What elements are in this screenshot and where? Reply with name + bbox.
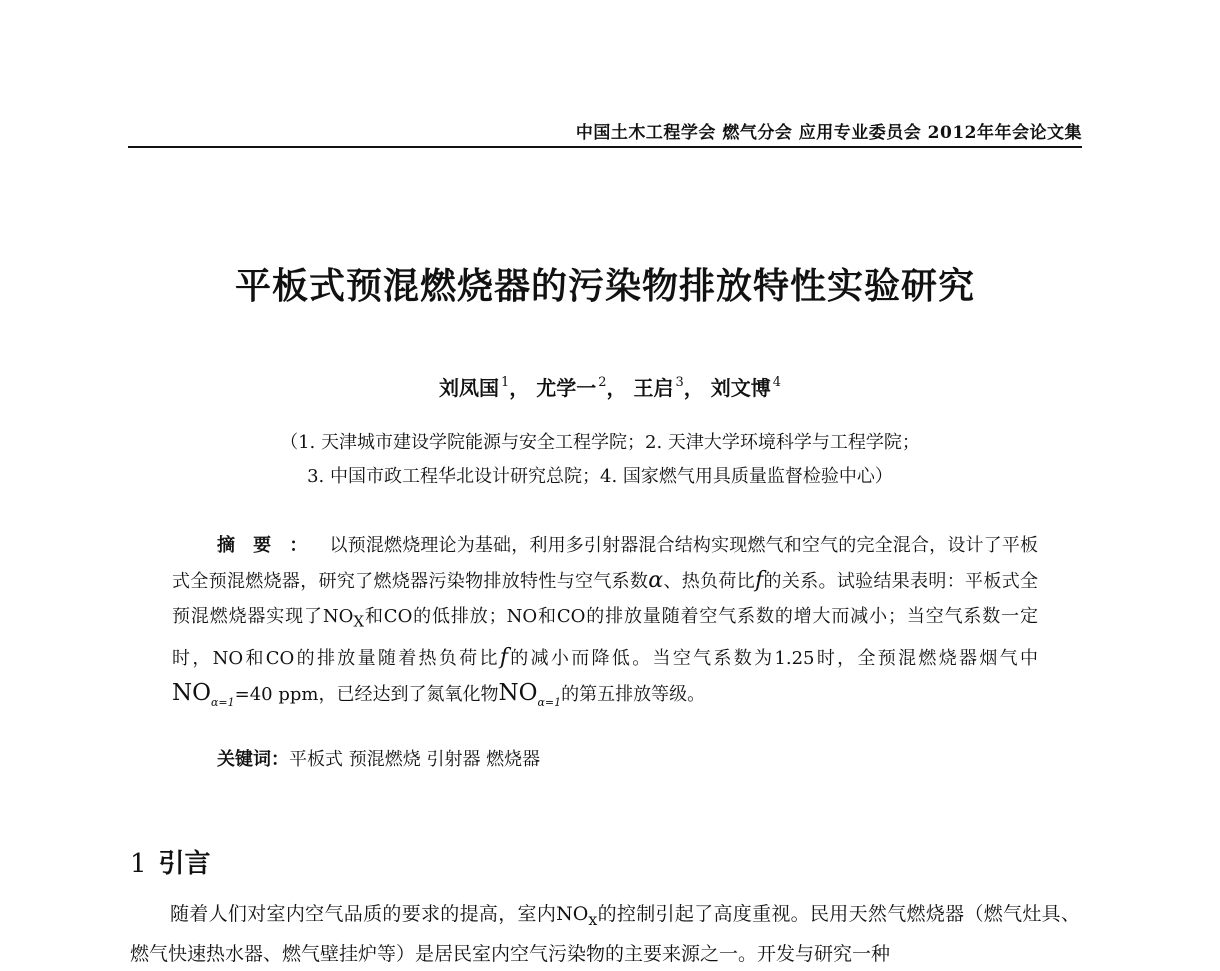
no-subscript: α=1 [210, 695, 235, 709]
body-paragraph [130, 897, 1080, 971]
section-title: 引言 [158, 849, 211, 879]
keywords [217, 745, 540, 771]
paper-title: 平板式预混燃烧器的污染物排放特性实验研究 [234, 265, 975, 307]
section-heading [130, 843, 211, 880]
f-symbol: f [755, 568, 764, 593]
author-affil-number: 4 [772, 375, 782, 390]
author-separator: ， [606, 376, 627, 400]
section-number: 1 [130, 849, 147, 879]
author-affil-number: 2 [598, 375, 607, 390]
nox-subscript: x [588, 909, 598, 929]
keywords-list: 平板式 预混燃烧 引射器 燃烧器 [289, 749, 541, 770]
abstract-text: 的关系。试验结果表明：平板式全预混燃烧器实现了NO [172, 571, 1039, 627]
author-affil-number: 1 [500, 375, 510, 390]
author-name: 刘凤国 [438, 376, 499, 400]
header-rule [128, 146, 1082, 148]
body-text: 随着人们对室内空气品质的要求的提高，室内NO [170, 903, 589, 925]
abstract-text: 以预混燃烧理论为基础，利用多引射器混合结构实现燃气和空气的完全混合，设计了平板式全预混燃烧器，研究了燃烧器污染物排放特性与空气系数 [172, 535, 1038, 592]
abstract [172, 528, 1038, 720]
body-text: 的控制引起了高度重视。民用天然气燃烧器（燃气灶具、燃气快速热水器、燃气壁挂炉等）是居民室内空气污染物的主要来源之一。开发与研究一种 [130, 903, 1080, 965]
abstract-label: 摘要： [217, 535, 326, 556]
abstract-text: 、热负荷比 [663, 571, 756, 592]
keywords-label: 关键词： [217, 749, 289, 770]
affiliation-line-2: 3. 中国市政工程华北设计研究总院；4. 国家燃气用具质量监督检验中心） [307, 466, 893, 487]
no-symbol: NO [498, 679, 538, 706]
no-symbol: NO [172, 679, 211, 706]
abstract-text: =40 ppm，已经达到了氮氧化物 [234, 683, 499, 705]
author-name: 尤学一 [536, 376, 597, 400]
abstract-text: 和CO的低排放；NO和CO的排放量随着空气系数的增大而减小；当空气系数一定时，NO和CO的排放量随着热负荷比 [172, 606, 1038, 669]
body-paragraph-text [130, 897, 1080, 971]
author-separator: ， [509, 376, 530, 400]
abstract-text: 的第五排放等级。 [561, 683, 706, 705]
abstract-paragraph [172, 528, 1038, 720]
author-name: 王启 [633, 376, 674, 400]
author-name: 刘文博 [710, 376, 771, 400]
running-header: 中国土木工程学会 燃气分会 应用专业委员会 2012年年会论文集 [575, 123, 1082, 143]
f-symbol: f [499, 644, 508, 670]
nox-subscript: X [353, 612, 365, 631]
abstract-text: 的减小而降低。当空气系数为1.25时，全预混燃烧器烟气中 [507, 647, 1038, 669]
author-affil-number: 3 [675, 375, 684, 390]
no-subscript: α=1 [537, 695, 562, 709]
author-list [0, 372, 1220, 401]
author-separator: ， [683, 376, 704, 400]
alpha-symbol: α [648, 568, 664, 593]
affiliation-line-1: （1. 天津城市建设学院能源与安全工程学院；2. 天津大学环境科学与工程学院； [280, 432, 920, 453]
